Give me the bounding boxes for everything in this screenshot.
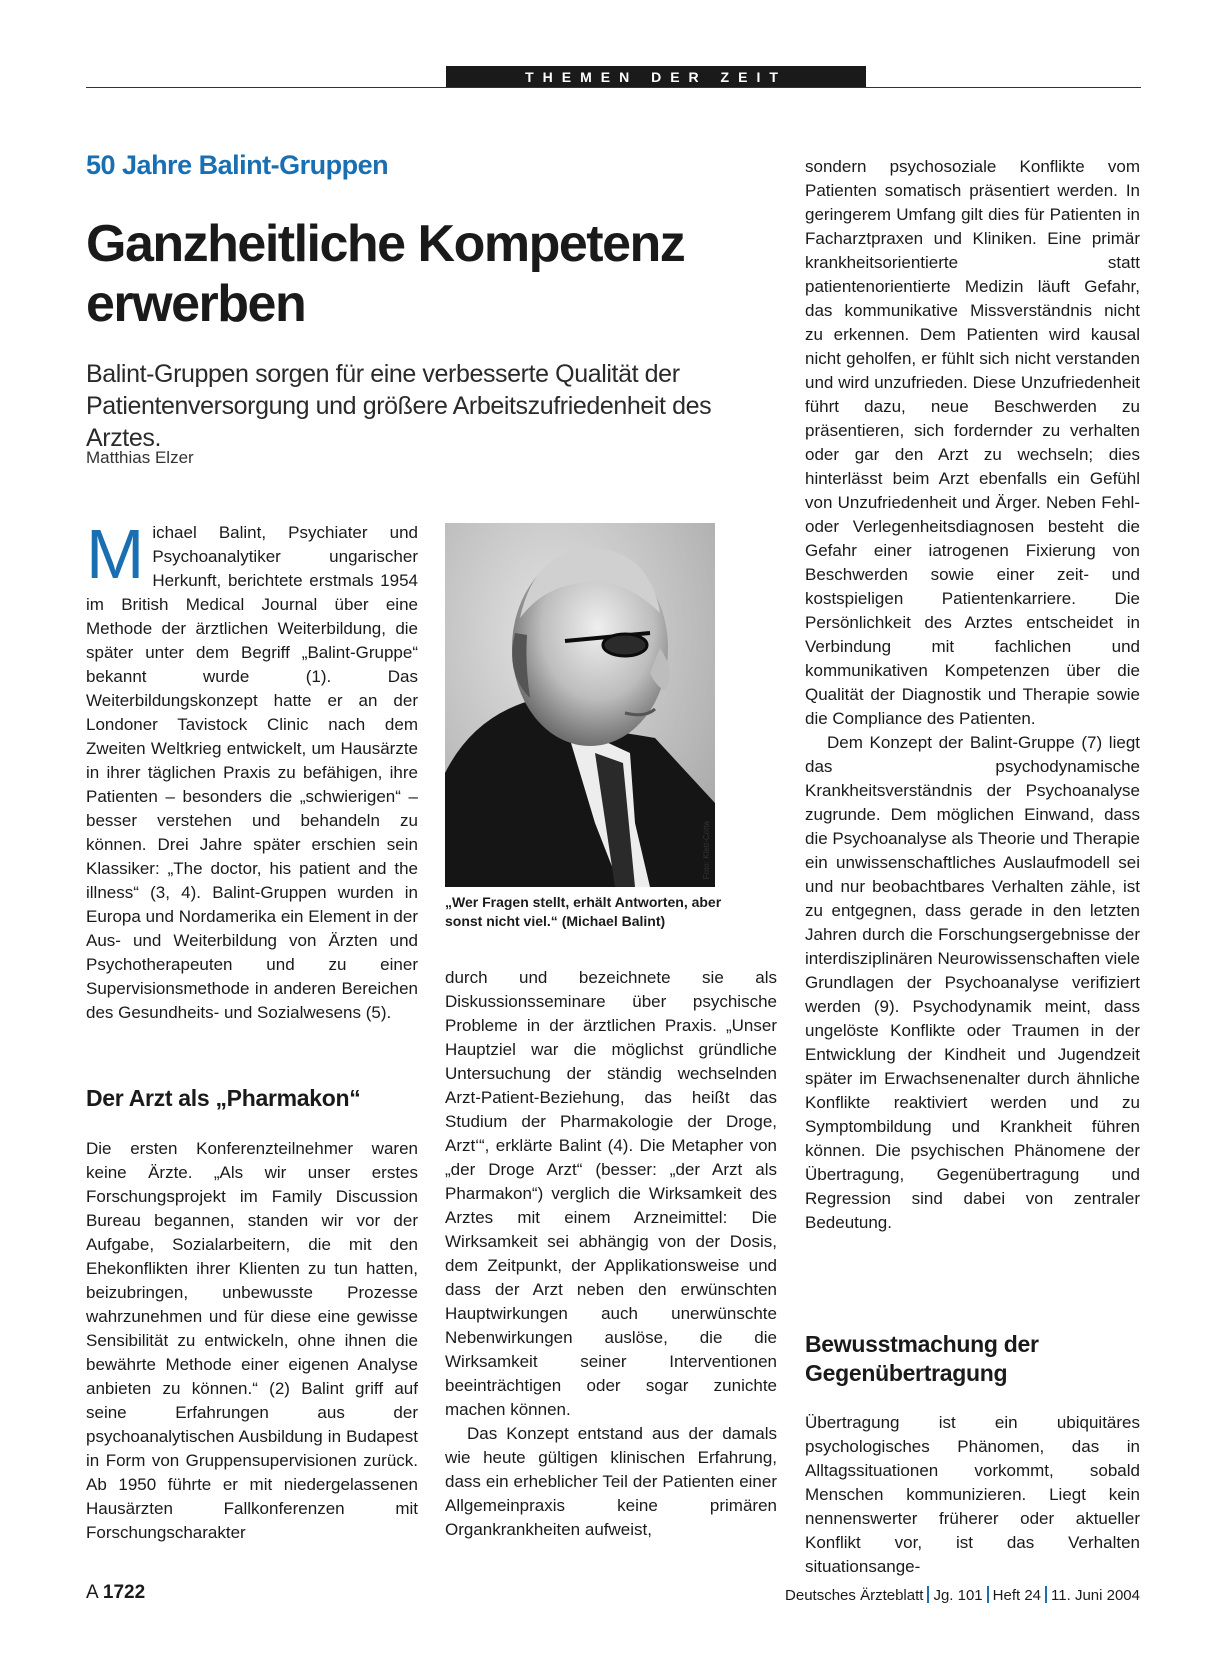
- column-2: [445, 966, 777, 1542]
- column-1-continued: [86, 1137, 418, 1545]
- article-lead: Balint-Gruppen sorgen für eine verbesserte Qualität der Patientenversorgung und größere Arbeitszufriedenheit des Arztes.: [86, 360, 712, 452]
- separator: [987, 1586, 989, 1603]
- intro-text: ichael Balint, Psychiater und Psychoanalytiker ungarischer Herkunft, berichtete erstmals 1954 im British Medical Journal über eine Methode der ärztlichen Weiterbildung, die später unter dem Begriff „Balint-Gruppe“ bekannt wurde (1). Das Weiterbildungskonzept hatte er an der Londoner Tavistock Clinic nach dem Zweiten Weltkrieg entwickelt, um Hausärzte in ihrer täglichen Praxis zu befähigen, ihre Patienten – besonders die „schwierigen“ – besser verstehen und behandeln zu können. Drei Jahre später erschien sein Klassiker: „The doctor, his patient and the illness“ (3, 4). Balint-Gruppen wurden in Europa und Nordamerika ein Element in der Aus- und Weiterbildung von Ärzten und Psychotherapeuten und zu einer Supervisionsmethode in anderen Bereichen des Gesundheits- und Sozialwesens (5).: [86, 523, 418, 1022]
- subhead-pharmakon: Der Arzt als „Pharmakon“: [86, 1085, 361, 1111]
- journal-date: 11. Juni 2004: [1051, 1587, 1140, 1604]
- column-3: [805, 155, 1140, 1235]
- portrait-photo: [445, 523, 715, 887]
- separator: [1045, 1586, 1047, 1603]
- article-author: Matthias Elzer: [86, 448, 194, 467]
- column-3-continued: [805, 1411, 1140, 1579]
- journal-info: [785, 1586, 1140, 1604]
- journal-volume: Jg. 101: [933, 1587, 983, 1604]
- paragraph: Dem Konzept der Balint-Gruppe (7) liegt das psychodynamische Krankheitsverständnis der Psychoanalyse zugrunde. Dem möglichen Einwand, dass die Psychoanalyse als Theorie und Therapie ein unwissenschaftliches Auslaufmodell sei und nur beobachtbares Verhalten zähle, ist zu entgegnen, dass gerade in den letzten Jahren durch die Forschungsergebnisse der interdisziplinären Neurowissenschaften viele Grundlagen der Psychoanalyse verifiziert werden (9). Psychodynamik meint, dass ungelöste Konflikte oder Traumen in der Entwicklung der Kindheit und Jugendzeit später im Erwachsenenalter durch ähnliche Konflikte reaktiviert werden und zu Symptombildung und Krankheit führen können. Die psychischen Phänomene der Übertragung, Gegenübertragung und Regression sind dabei von zentraler Bedeutung.: [805, 733, 1140, 1232]
- intro-paragraph: [86, 515, 418, 1025]
- journal-issue: Heft 24: [992, 1587, 1042, 1604]
- subhead-gegenuebertragung: Bewusstmachung der Gegenübertragung: [805, 1331, 1039, 1386]
- page-number-value: 1722: [102, 1582, 146, 1603]
- paragraph: Übertragung ist ein ubiquitäres psychologisches Phänomen, das in Alltagssituationen vorkommt, sobald Menschen kommunizieren. Liegt kein nennenswerter früherer oder aktueller Konflikt vor, ist das Verhalten situationsange-: [805, 1413, 1140, 1576]
- article-kicker: 50 Jahre Balint-Gruppen: [86, 150, 389, 180]
- section-rubric: THEMEN DER ZEIT: [446, 66, 866, 88]
- journal-name: Deutsches Ärzteblatt: [785, 1587, 924, 1604]
- photo-caption: „Wer Fragen stellt, erhält Antworten, aber sonst nicht viel.“ (Michael Balint): [445, 894, 722, 929]
- separator: [927, 1586, 929, 1603]
- article-headline: Ganzheitliche Kompetenz erwerben: [86, 215, 685, 333]
- paragraph: sondern psychosoziale Konflikte vom Patienten somatisch präsentiert werden. In geringerem Umfang gilt dies für Patienten in Facharztpraxen und Kliniken. Eine primär krankheitsorientierte statt patientenorientierte Medizin läuft Gefahr, das kommunikative Missverständnis nicht zu erkennen. Dem Patienten wird kausal nicht geholfen, er fühlt sich nicht verstanden und wird unzufrieden. Diese Unzufriedenheit führt dazu, neue Beschwerden zu präsentieren, sich fordernder zu verhalten oder gar den Arzt zu wechseln; dies hinterlässt beim Arzt ebenfalls ein Gefühl von Unzufriedenheit und Ärger. Neben Fehl- oder Verlegenheitsdiagnosen besteht die Gefahr einer iatrogenen Fixierung von Beschwerden sowie einer zeit- und kostspieligen Patientenkarriere. Die Persönlichkeit des Arztes entscheidet in Verbindung mit fachlichen und kommunikativen Kompetenzen über die Qualität der Diagnostik und Therapie sowie die Compliance des Patienten.: [805, 157, 1140, 728]
- page-number: [86, 1582, 145, 1604]
- photo-credit: Foto: Klett-Cotta: [702, 820, 711, 879]
- drop-cap: M: [86, 515, 145, 593]
- page-prefix: A: [86, 1582, 98, 1603]
- paragraph: Das Konzept entstand aus der damals wie heute gültigen klinischen Erfahrung, dass ein erheblicher Teil der Patienten einer Allgemeinpraxis keine primären Organkrankheiten aufweist,: [445, 1424, 777, 1539]
- portrait-image: [445, 523, 715, 887]
- header-rule: [86, 87, 1141, 88]
- paragraph: durch und bezeichnete sie als Diskussionsseminare über psychische Probleme in der ärztlichen Praxis. „Unser Hauptziel war die möglichst gründliche Untersuchung der ständig wechselnden Arzt-Patient-Beziehung, das heißt das Studium der Pharmakologie der Droge, Arzt‘“, erklärte Balint (4). Die Metapher von „der Droge Arzt“ (besser: „der Arzt als Pharmakon“) verglich die Wirksamkeit des Arztes mit einem Arzneimittel: Die Wirksamkeit sei abhängig von der Dosis, dem Zeitpunkt, der Applikationsweise und dass der Arzt neben den erwünschten Hauptwirkungen auch unerwünschte Nebenwirkungen auslöse, die die Wirksamkeit seiner Interventionen beeinträchtigen oder sogar zunichte machen können.: [445, 968, 777, 1419]
- column-1-intro: [86, 515, 418, 1025]
- paragraph: Die ersten Konferenzteilnehmer waren keine Ärzte. „Als wir unser erstes Forschungsprojekt im Family Discussion Bureau begannen, standen wir vor der Aufgabe, Sozialarbeitern, die mit den Ehekonflikten ihrer Klienten zu tun hatten, beizubringen, unbewusste Prozesse wahrzunehmen und für diese eine gewisse Sensibilität zu entwickeln, ohne ihnen die bewährte Methode einer eigenen Analyse anbieten zu können.“ (2) Balint griff auf seine Erfahrungen aus der psychoanalytischen Ausbildung in Budapest in Form von Gruppensupervisionen zurück. Ab 1950 führte er mit niedergelassenen Hausärzten Fallkonferenzen mit Forschungscharakter: [86, 1139, 418, 1542]
